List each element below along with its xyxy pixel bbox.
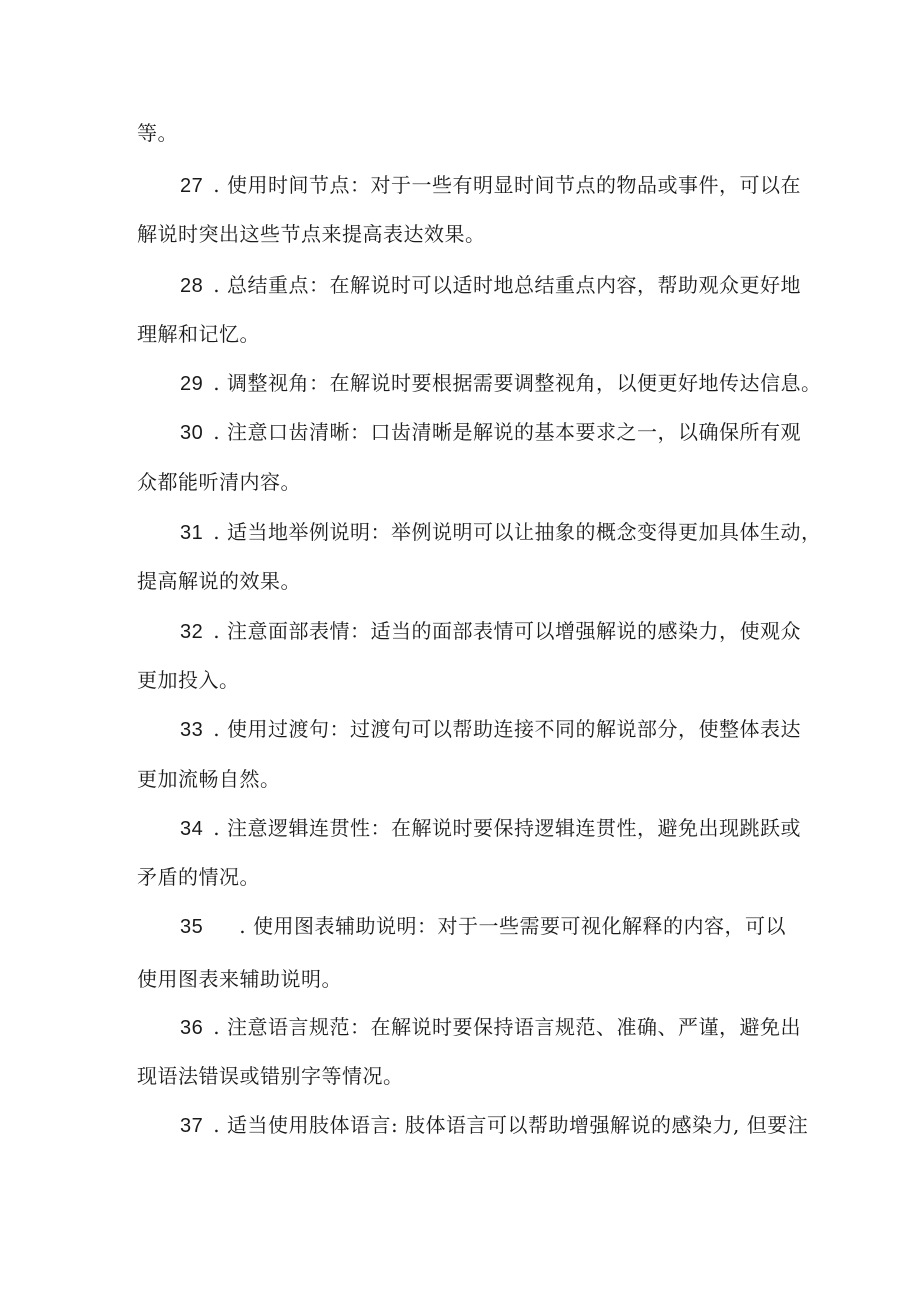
- line-text: 更加投入。: [137, 668, 240, 692]
- text-line: [137, 1064, 404, 1088]
- item-number: 32: [180, 621, 204, 643]
- text-line: [137, 222, 486, 246]
- text-line: [137, 322, 260, 346]
- item-number: 28: [180, 275, 204, 297]
- line-text: 矛盾的情况。: [137, 865, 260, 889]
- text-line: [137, 865, 260, 889]
- line-text: 更加流畅自然。: [137, 767, 281, 791]
- line-text: . 使用过渡句：过渡句可以帮助连接不同的解说部分，使整体表达: [213, 717, 801, 741]
- line-text: 理解和记忆。: [137, 322, 260, 346]
- line-text: 提高解说的效果。: [137, 569, 301, 593]
- list-item-27: [180, 173, 801, 198]
- item-number: 33: [180, 719, 204, 741]
- text-line: [137, 668, 240, 692]
- list-item-30: [180, 420, 801, 445]
- item-number: 36: [180, 1017, 204, 1039]
- line-text: 现语法错误或错别字等情况。: [137, 1064, 404, 1088]
- item-number: 27: [180, 175, 204, 197]
- line-text: . 注意语言规范：在解说时要保持语言规范、准确、严谨，避免出: [213, 1015, 801, 1039]
- text-line: [137, 767, 281, 791]
- line-text: . 适当地举例说明：举例说明可以让抽象的概念变得更加具体生动，: [213, 520, 822, 544]
- text-line: [137, 470, 301, 494]
- line-text: . 调整视角：在解说时要根据需要调整视角，以便更好地传达信息。: [213, 371, 822, 395]
- list-item-34: [180, 816, 801, 841]
- list-item-33: [180, 717, 801, 742]
- item-number: 34: [180, 818, 204, 840]
- item-number: 30: [180, 422, 204, 444]
- item-number: 35: [180, 916, 204, 938]
- text-line: [137, 967, 342, 991]
- list-item-32: [180, 619, 801, 644]
- list-item-31: [180, 520, 821, 545]
- text-line: [137, 569, 301, 593]
- line-text: . 使用图表辅助说明：对于一些需要可视化解释的内容，可以: [239, 914, 786, 938]
- line-text: 使用图表来辅助说明。: [137, 967, 342, 991]
- line-text: . 使用时间节点：对于一些有明显时间节点的物品或事件，可以在: [213, 173, 801, 197]
- line-text: . 适当使用肢体语言: 肢体语言可以帮助增强解说的感染力, 但要注: [213, 1113, 809, 1137]
- list-item-37: [180, 1113, 808, 1138]
- line-text: 等。: [137, 121, 178, 145]
- list-item-29: [180, 371, 821, 396]
- item-number: 29: [180, 373, 204, 395]
- line-text: 解说时突出这些节点来提高表达效果。: [137, 222, 486, 246]
- line-text: . 注意口齿清晰：口齿清晰是解说的基本要求之一，以确保所有观: [213, 420, 801, 444]
- list-item-28: [180, 273, 801, 298]
- item-number: 37: [180, 1115, 204, 1137]
- list-item-36: [180, 1015, 801, 1040]
- line-text: . 注意面部表情：适当的面部表情可以增强解说的感染力，使观众: [213, 619, 801, 643]
- list-item-35: [180, 914, 786, 939]
- line-text: . 总结重点：在解说时可以适时地总结重点内容，帮助观众更好地: [213, 273, 801, 297]
- text-line: [137, 121, 178, 145]
- item-number: 31: [180, 522, 204, 544]
- line-text: 众都能听清内容。: [137, 470, 301, 494]
- line-text: . 注意逻辑连贯性：在解说时要保持逻辑连贯性，避免出现跳跃或: [213, 816, 801, 840]
